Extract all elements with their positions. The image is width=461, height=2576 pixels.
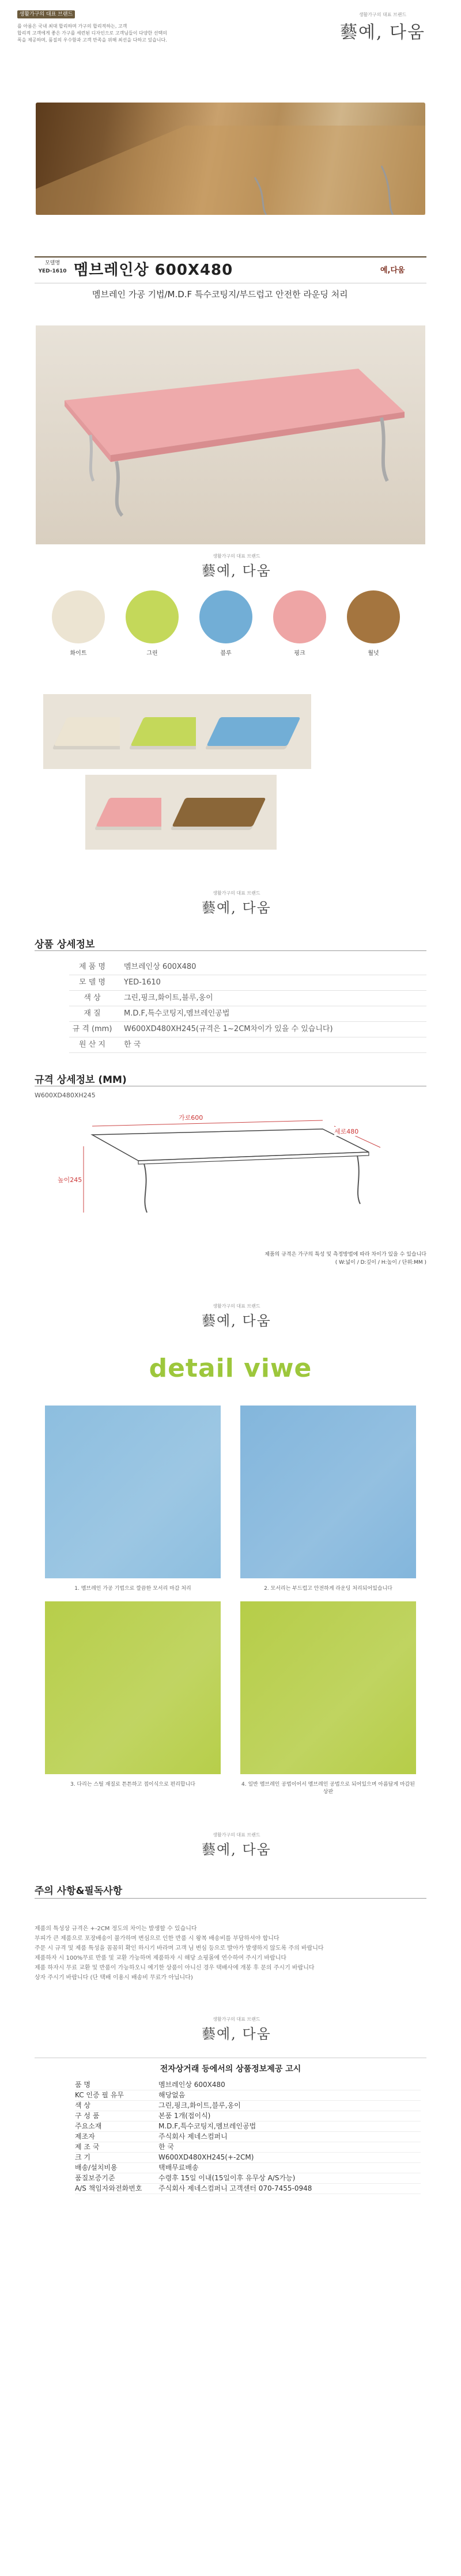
photo-walnut (161, 775, 277, 850)
footer-row (75, 2121, 421, 2132)
spec-row (69, 1006, 426, 1022)
footer-key: 제조자 (75, 2132, 95, 2141)
brand-logo-sub: 생활가구의 대표 브랜드 (213, 891, 260, 896)
footer-value: 택배무료배송 (158, 2164, 199, 2172)
footer-row (75, 2183, 421, 2194)
brand-logo-text: 藝예, 다움 (202, 1313, 271, 1329)
brand-logo-sub: 생활가구의 대표 브랜드 (213, 1304, 260, 1309)
spec-row (69, 1037, 426, 1053)
footer-row (75, 2090, 421, 2101)
footer-key: A/S 책임자와전화번호 (75, 2184, 142, 2192)
caution-line: 주문 시 규격 및 제품 특성을 꼼꼼히 확인 하시기 바라며 고객 님 변심 등으로 발아가 발생하지 않도록 주의 바랍니다 (35, 1945, 324, 1952)
caution-line: 제품하자 시 100%무료 반품 및 교환 가능하며 제품하자 시 해당 쇼핑몰에 연수하여 주시기 바랍니다 (35, 1955, 286, 1961)
size-diagram (35, 1112, 426, 1279)
brand-badge: 생활가구의 대표 브랜드 (17, 10, 75, 18)
footer-row (75, 2111, 421, 2122)
spec-value: W600XD480XH245(규격은 1~2CM차이가 있을 수 있습니다) (124, 1025, 333, 1033)
photo-table-top (206, 717, 300, 746)
caution-text (35, 1924, 426, 1983)
footer-value: 멤브레인상 600X480 (158, 2081, 225, 2089)
height-label: 높이245 (58, 1176, 82, 1184)
intro-line: 폭을 제공하며, 품질의 우수함과 고객 만족을 위해 최선을 다하고 있습니다. (17, 37, 167, 43)
swatch-label: 블루 (220, 650, 232, 657)
caution-line: 제품 하자시 무료 교환 및 반품이 가능하오니 예기한 상품이 아니신 경우 택배사에 개봉 후 문의 주시기 바랍니다 (35, 1965, 315, 1971)
spec-key: 색 상 (84, 994, 101, 1002)
brand-logo-sub: 생활가구의 대표 브랜드 (213, 554, 260, 559)
detail-photo-1 (45, 1406, 221, 1578)
photo-blue (196, 694, 311, 769)
footer-row (75, 2142, 421, 2153)
footer-value: 수령후 15일 이내(15일이후 유무상 A/S가능) (158, 2174, 296, 2182)
spec-key: 재 질 (84, 1009, 101, 1018)
brand-logo-text: 藝예, 다움 (202, 563, 271, 579)
photo-table-top (172, 798, 266, 827)
color-swatch-row (52, 590, 421, 668)
detail-title-text: detail viwe (149, 1354, 312, 1383)
brand-logo-text: 藝예, 다움 (202, 900, 271, 916)
spec-key: 제 품 명 (79, 963, 105, 971)
size-note: 제품의 규격은 가구의 특성 및 측정방법에 따라 차이가 있을 수 있습니다 (264, 1252, 426, 1257)
depth-label: 세로480 (334, 1128, 359, 1135)
caution-section-title: 주의 사항&필독사항 (35, 1885, 123, 1897)
swatch-label: 월넛 (368, 650, 379, 657)
spec-row (69, 1021, 426, 1037)
footer-key: 색 상 (75, 2101, 90, 2109)
footer-value: 그린,핑크,화이트,블루,옹이 (158, 2101, 241, 2109)
spec-value: 한 국 (124, 1040, 141, 1049)
spec-section-title: 상품 상세정보 (35, 939, 95, 950)
brand-logo (340, 12, 425, 43)
footer-row (75, 2131, 421, 2142)
swatch-blue (199, 590, 252, 643)
detail-caption: 3. 다리는 스틸 재질로 튼튼하고 접이식으로 편리합니다 (70, 1782, 196, 1787)
swatch-label: 핑크 (294, 650, 305, 657)
brand-logo-sub: 생활가구의 대표 브랜드 (213, 1832, 260, 1838)
footer-key: 배송/설치비용 (75, 2164, 118, 2172)
width-label: 가로600 (179, 1114, 203, 1122)
footer-value: M.D.F,특수코팅지,멤브레인공법 (158, 2122, 256, 2130)
divider (35, 1898, 426, 1899)
detail-photo-3 (45, 1601, 221, 1774)
footer-key: 품질보증기준 (75, 2174, 115, 2182)
footer-row (75, 2162, 421, 2173)
footer-key: KC 인증 필 유무 (75, 2091, 124, 2099)
footer-value: 한 국 (158, 2143, 174, 2151)
footer-row (75, 2173, 421, 2184)
size-section-title: 규격 상세정보 (MM) (35, 1074, 127, 1086)
swatch-green (126, 590, 179, 643)
footer-key: 주요소재 (75, 2122, 102, 2130)
caution-line: 부피가 큰 제품으로 포장배송이 불가하며 변심으로 인한 반품 시 왕복 배송비를 부담하셔야 합니다 (35, 1935, 279, 1942)
footer-value: 주식회사 제네스컴퍼니 (158, 2132, 228, 2141)
brand-logo-text: 藝예, 다움 (202, 2026, 271, 2042)
title-logo: 예,다움 (380, 266, 405, 275)
footer-key: 구 성 품 (75, 2112, 100, 2120)
spec-value: YED-1610 (124, 978, 161, 987)
swatch-pink (273, 590, 326, 643)
footer-row (75, 2100, 421, 2111)
footer-key: 크 기 (75, 2153, 90, 2161)
footer-row (75, 2079, 421, 2090)
spec-value: 멤브레인상 600X480 (124, 963, 197, 971)
caution-line: 제품의 특성상 규격은 +-2CM 정도의 차이는 발생할 수 있습니다 (35, 1926, 197, 1932)
footer-value: 본품 1개(접이식) (158, 2112, 211, 2120)
brand-logo-mid (202, 553, 271, 579)
spec-key: 규 격 (mm) (72, 1025, 112, 1033)
swatch-white (52, 590, 105, 643)
brand-logo-mid2 (202, 890, 271, 916)
detail-photo-2 (240, 1406, 416, 1578)
brand-intro (17, 23, 236, 44)
footer-row (75, 2152, 421, 2163)
footer-value: W600XD480XH245(+-2CM) (158, 2153, 254, 2161)
product-subtitle: 멤브레인 가공 기법/M.D.F 특수코팅지/부드럽고 안전한 라운딩 처리 (92, 289, 348, 300)
brand-logo-bottom (202, 2016, 271, 2043)
footer-value: 주식회사 제네스컴퍼니 고객센터 070-7455-0948 (158, 2184, 312, 2192)
detail-caption: 4. 일반 멤브레인 공법이어서 멤브레인 공법으로 되어있으며 아름답게 마감된 상판 (241, 1782, 415, 1795)
footer-key: 제 조 국 (75, 2143, 100, 2151)
intro-line: 합리적 고객에게 좋은 가구를 세련된 디자인으로 고객님들이 다양한 선택의 (17, 31, 167, 36)
spec-value: 그린,핑크,화이트,블루,옹이 (124, 994, 213, 1002)
spec-row (69, 959, 426, 975)
brand-logo-mid3 (202, 1303, 271, 1329)
intro-line: 를 아름은 국내 최대 합리하며 가구의 합리적하는, 고객 (17, 24, 127, 29)
spec-key: 모 델 명 (79, 978, 105, 987)
brand-logo-sub: 생활가구의 대표 브랜드 (358, 12, 407, 17)
size-dims: W600XD480XH245 (35, 1092, 96, 1099)
detail-caption: 2. 모서리는 부드럽고 안전하게 라운딩 처리되어있습니다 (264, 1586, 392, 1592)
spec-value: M.D.F,특수코팅지,멤브레인공법 (124, 1009, 230, 1018)
spec-row (69, 975, 426, 991)
brand-logo-text: 藝예, 다움 (340, 22, 426, 43)
footer-key: 품 명 (75, 2081, 90, 2089)
swatch-label: 그린 (146, 650, 158, 657)
divider (35, 950, 426, 951)
product-title: 멤브레인상 600X480 (74, 262, 233, 279)
swatch-label: 화이트 (70, 650, 87, 657)
detail-caption: 1. 멤브레인 가공 기법으로 깔끔한 모서리 마감 처리 (74, 1586, 191, 1592)
wood-banner-image (36, 103, 425, 215)
hero-product-image (36, 325, 425, 544)
brand-logo-mid4 (202, 1832, 271, 1858)
model-box (35, 259, 70, 279)
brand-logo-sub: 생활가구의 대표 브랜드 (213, 2017, 260, 2022)
swatch-walnut (347, 590, 400, 643)
spec-row (69, 990, 426, 1006)
spec-key: 원 산 지 (79, 1040, 105, 1049)
model-code: YED-1610 (38, 268, 67, 274)
brand-logo-text: 藝예, 다움 (202, 1842, 271, 1858)
caution-line: 상자 주시기 바랍니다 (단 택배 이용시 배송비 무료가 아닙니다) (35, 1975, 193, 1981)
detail-photo-4 (240, 1601, 416, 1774)
model-label: 모델명 (44, 260, 61, 266)
footer-value: 해당없음 (158, 2091, 186, 2099)
footer-notice-title: 전자상거래 등에서의 상품정보제공 고시 (35, 2058, 426, 2074)
size-note-units: ( W:넓이 / D:깊이 / H:높이 / 단위:MM ) (335, 1260, 426, 1266)
detail-view-title (0, 1354, 461, 1383)
